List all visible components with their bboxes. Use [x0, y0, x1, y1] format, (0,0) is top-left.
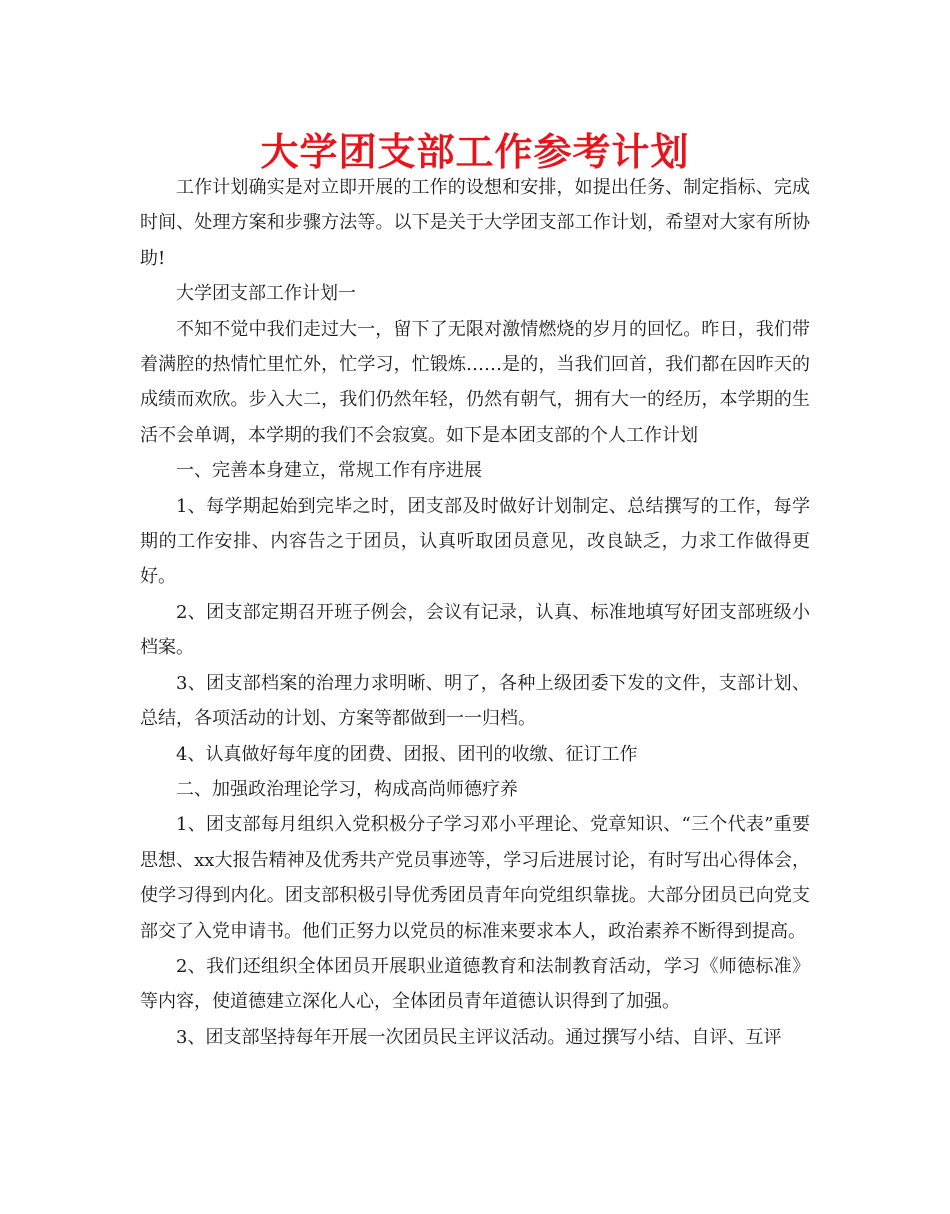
paragraph: 不知不觉中我们走过大一，留下了无限对激情燃烧的岁月的回忆。昨日，我们带着满腔的热情忙里忙外，忙学习，忙锻炼……是的，当我们回首，我们都在因昨天的成绩而欢欣。步入大二，我们仍然年轻，仍然有朝气，拥有大一的经历，本学期的生活不会单调，本学期的我们不会寂寞。如下是本团支部的个人工作计划: [140, 318, 810, 446]
paragraph: 2、团支部定期召开班子例会，会议有记录，认真、标准地填写好团支部班级小档案。: [140, 601, 810, 659]
document-title: 大学团支部工作参考计划: [260, 130, 690, 174]
document-body: [140, 170, 810, 1055]
paragraph: 3、团支部档案的治理力求明晰、明了，各种上级团委下发的文件，支部计划、总结，各项活动的计划、方案等都做到一一归档。: [140, 672, 810, 730]
section-heading: 一、完善本身建立，常规工作有序进展: [176, 460, 482, 482]
paragraph: 工作计划确实是对立即开展的工作的设想和安排，如提出任务、制定指标、完成时间、处理方案和步骤方法等。以下是关于大学团支部工作计划，希望对大家有所协助!: [140, 177, 810, 269]
paragraph: 2、我们还组织全体团员开展职业道德教育和法制教育活动，学习《师德标准》等内容，使道德建立深化人心，全体团员青年道德认识得到了加强。: [140, 955, 810, 1013]
paragraph: 1、每学期起始到完毕之时，团支部及时做好计划制定、总结撰写的工作，每学期的工作安排、内容告之于团员，认真听取团员意见，改良缺乏，力求工作做得更好。: [140, 495, 810, 588]
section-heading: 二、加强政治理论学习，构成高尚师德疗养: [176, 778, 518, 800]
paragraph: 3、团支部坚持每年开展一次团员民主评议活动。通过撰写小结、自评、互评: [176, 1026, 782, 1048]
paragraph: 4、认真做好每年度的团费、团报、团刊的收缴、征订工作: [176, 743, 638, 765]
section-heading: 大学团支部工作计划一: [176, 283, 356, 305]
paragraph: 1、团支部每月组织入党积极分子学习邓小平理论、党章知识、“三个代表”重要思想、xx大报告精神及优秀共产党员事迹等，学习后进展讨论，有时写出心得体会，使学习得到内化。团支部积极引导优秀团员青年向党组织靠拢。大部分团员已向党支部交了入党申请书。他们正努力以党员的标准来要求本人，政治素养不断得到提高。: [140, 814, 810, 942]
